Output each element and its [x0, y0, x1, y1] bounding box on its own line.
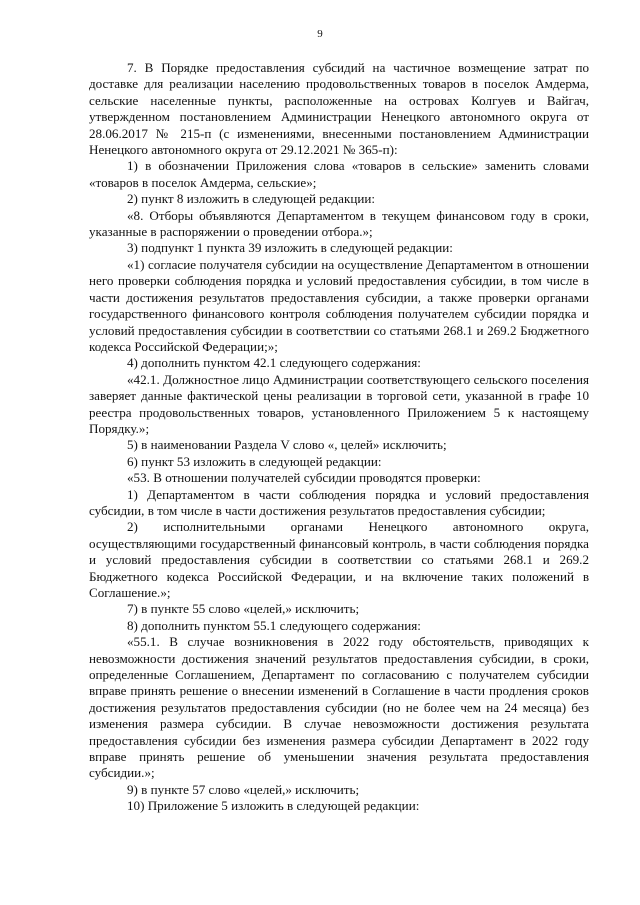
item-4: 4) дополнить пунктом 42.1 следующего содержания:	[127, 355, 421, 371]
item-5: 5) в наименовании Раздела V слово «, целей» исключить;	[127, 437, 447, 453]
quote-point-55-1: «55.1. В случае возникновения в 2022 году обстоятельств, приводящих к невозможности достижения значений результатов предоставления субсидии, в сроки, определенные Соглашением, Департамент по согласованию с получателем субсидии вправе принять решение о внесении изменений в Соглашение в части продления сроков достижения результатов предоставления субсидии (но не более чем на 24 месяца) без изменения размера субсидии. В случае невозможности достижения результата предоставления субсидии без изменения размера субсидии Департамент в 2022 году вправе принять решение об уменьшении значения результата предоставления субсидии.»;	[89, 634, 589, 781]
item-1: 1) в обозначении Приложения слова «товаров в сельские» заменить словами «товаров в поселок Амдерма, сельские»;	[89, 158, 589, 190]
quote-point-53: «53. В отношении получателей субсидии проводятся проверки:	[127, 470, 481, 486]
quote-point-8: «8. Отборы объявляются Департаментом в текущем финансовом году в сроки, указанные в распоряжении о проведении отбора.»;	[89, 207, 589, 240]
item-6: 6) пункт 53 изложить в следующей редакции:	[127, 453, 382, 469]
item-7: 7) в пункте 55 слово «целей,» исключить;	[127, 601, 360, 617]
quote-subpoint-1: «1) согласие получателя субсидии на осуществление Департаментом в отношении него проверки соблюдения порядка и условий предоставления субсидии, в том числе в части достижения результатов предоставления субсидии, а также проверки органами государственного финансового контроля соблюдения получателем субсидии порядка и условий предоставления субсидии в соответствии со статьями 268.1 и 269.2 Бюджетного кодекса Российской Федерации;»;	[89, 256, 589, 354]
document-body	[89, 60, 589, 815]
item-2: 2) пункт 8 изложить в следующей редакции:	[127, 191, 375, 207]
quote-point-42-1: «42.1. Должностное лицо Администрации соответствующего сельского поселения заверяет данные фактической цены реализации в торговой сети, указанной в графе 10 реестра продовольственных товаров, установленного Приложением 5 к настоящему Порядку.»;	[89, 371, 589, 436]
item-3: 3) подпункт 1 пункта 39 изложить в следующей редакции:	[127, 240, 453, 256]
item-9: 9) в пункте 57 слово «целей,» исключить;	[127, 781, 360, 797]
item-8: 8) дополнить пунктом 55.1 следующего содержания:	[127, 617, 421, 633]
page-number: 9	[317, 28, 323, 40]
paragraph-7: 7. В Порядке предоставления субсидий на частичное возмещение затрат по доставке для реализации населению продовольственных товаров в поселок Амдерма, сельские населенные пункты, расположенные на островах Колгуев и Вайгач, утвержденном постановлением Администрации Ненецкого автономного округа от 28.06.2017 № 215-п (с изменениями, внесенными постановлением Администрации Ненецкого автономного округа от 29.12.2021 № 365-п):	[89, 60, 589, 158]
quote-53-item-1: 1) Департаментом в части соблюдения порядка и условий предоставления субсидии, в том числе в части достижения результатов предоставления субсидии;	[89, 486, 589, 518]
quote-53-item-2: 2) исполнительными органами Ненецкого автономного округа, осуществляющими государственный финансовый контроль, в части соблюдения порядка и условий предоставления субсидии в соответствии со статьями 268.1 и 269.2 Бюджетного кодекса Российской Федерации, и на включение таких положений в Соглашение.»;	[89, 519, 589, 600]
item-10: 10) Приложение 5 изложить в следующей редакции:	[127, 798, 420, 814]
